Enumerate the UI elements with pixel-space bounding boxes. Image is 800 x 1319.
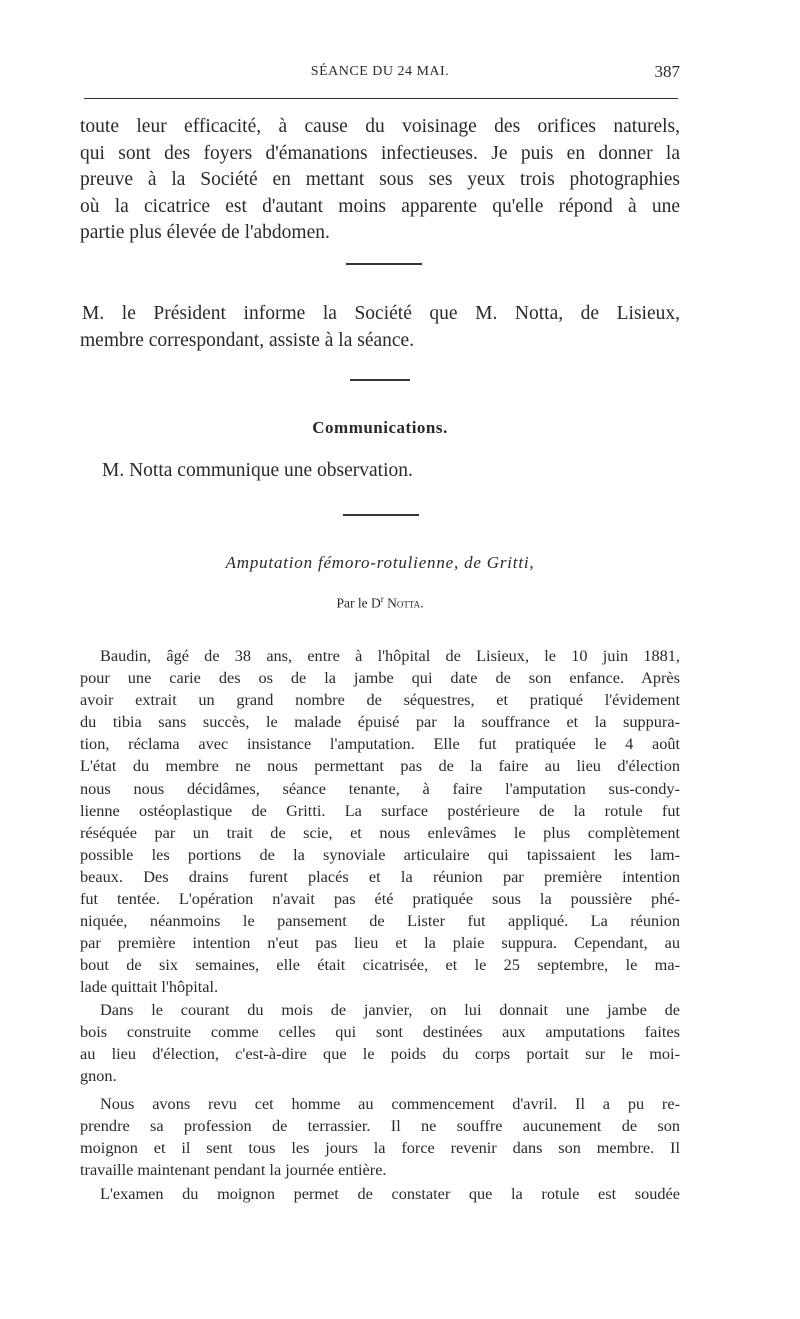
author-name: Notta. <box>387 595 424 611</box>
text-line: gnon. <box>80 1066 117 1086</box>
text-line: lade quittait l'hôpital. <box>80 977 219 997</box>
article-paragraph <box>80 645 680 999</box>
section-heading: Communications. <box>312 418 448 437</box>
text-line: possible les portions de la synoviale articulaire qui tapissaient les lam- <box>80 844 680 864</box>
page-number: 387 <box>654 62 680 81</box>
text-line: lienne ostéoplastique de Gritti. La surface postérieure de la rotule fut <box>80 800 680 820</box>
text-line: tion, réclama avec insistance l'amputation. Elle fut pratiquée le 4 août <box>80 734 680 754</box>
text-line: du tibia sans succès, le malade épuisé par la souffrance et la suppura- <box>80 712 680 732</box>
text-line: pour une carie des os de la jambe qui date de son enfance. Après <box>80 668 680 688</box>
president-announcement <box>80 301 680 354</box>
article-paragraph <box>80 1183 680 1205</box>
text-line: moignon et il sent tous les jours la force revenir dans son membre. Il <box>80 1138 680 1158</box>
running-title: SÉANCE DU 24 MAI. <box>310 64 450 79</box>
text-line: niquée, néanmoins le pansement de Lister fut appliqué. La réunion <box>80 911 680 931</box>
text-line: L'examen du moignon permet de constater que la rotule est soudée <box>100 1184 680 1203</box>
text-line: membre correspondant, assiste à la séance. <box>80 329 415 351</box>
text-line: toute leur efficacité, à cause du voisinage des orifices naturels, <box>80 116 680 137</box>
text-line: Baudin, âgé de 38 ans, entre à l'hôpital de Lisieux, le 10 juin 1881, <box>100 646 680 665</box>
text-line: M. le Président informe la Société que M. Notta, de Lisieux, <box>82 303 680 324</box>
article-title: Amputation fémoro-rotulienne, de Gritti, <box>225 553 535 572</box>
text-line: fut tentée. L'opération n'avait pas été pratiquée sous la poussière phé- <box>80 889 680 909</box>
article-paragraph <box>80 999 680 1087</box>
text-line: Nous avons revu cet homme au commencement d'avril. Il a pu re- <box>100 1094 680 1113</box>
text-line: réséquée par un trait de scie, et nous enlevâmes le plus complètement <box>80 822 680 842</box>
text-line: où la cicatrice est d'autant moins apparente qu'elle répond à une <box>80 195 680 217</box>
text-line: bois construite comme celles qui sont destinées aux amputations faites <box>80 1022 680 1042</box>
article-author <box>80 594 680 612</box>
communication-note <box>102 458 662 485</box>
text-line: prendre sa profession de terrassier. Il ne souffre aucunement de son <box>80 1116 680 1136</box>
author-prefix: Par le D <box>336 595 381 611</box>
text-line: par première intention n'eut pas lieu et la plaie suppura. Cependant, au <box>80 933 680 953</box>
text-line: preuve à la Société en mettant sous ses yeux trois photographies <box>80 169 680 190</box>
text-line: Dans le courant du mois de janvier, on lui donnait une jambe de <box>100 1000 680 1019</box>
text-line: travaille maintenant pendant la journée entière. <box>80 1160 387 1180</box>
text-line: partie plus élevée de l'abdomen. <box>80 222 330 243</box>
text-line: L'état du membre ne nous permettant pas de la faire au lieu d'élection <box>80 756 680 776</box>
text-line: M. Notta communique une observation. <box>102 460 413 481</box>
separator-rule <box>346 263 422 265</box>
paragraph-continuation <box>80 114 680 247</box>
author-prefix-sup: r <box>380 594 384 604</box>
text-line: nous nous décidâmes, séance tenante, à faire l'amputation sus-condy- <box>80 778 680 798</box>
text-line: avoir extrait un grand nombre de séquestres, et pratiqué l'évidement <box>80 690 680 710</box>
header-rule <box>84 98 678 99</box>
text-line: au lieu d'élection, c'est-à-dire que le poids du corps portait sur le moi- <box>80 1044 680 1064</box>
text-line: bout de six semaines, elle était cicatrisée, et le 25 septembre, le ma- <box>80 955 680 975</box>
running-header <box>80 60 680 86</box>
text-line: qui sont des foyers d'émanations infectieuses. Je puis en donner la <box>80 142 680 164</box>
separator-rule <box>343 514 419 516</box>
article-paragraph <box>80 1093 680 1181</box>
text-line: beaux. Des drains furent placés et la réunion par première intention <box>80 866 680 886</box>
separator-rule <box>350 379 410 381</box>
